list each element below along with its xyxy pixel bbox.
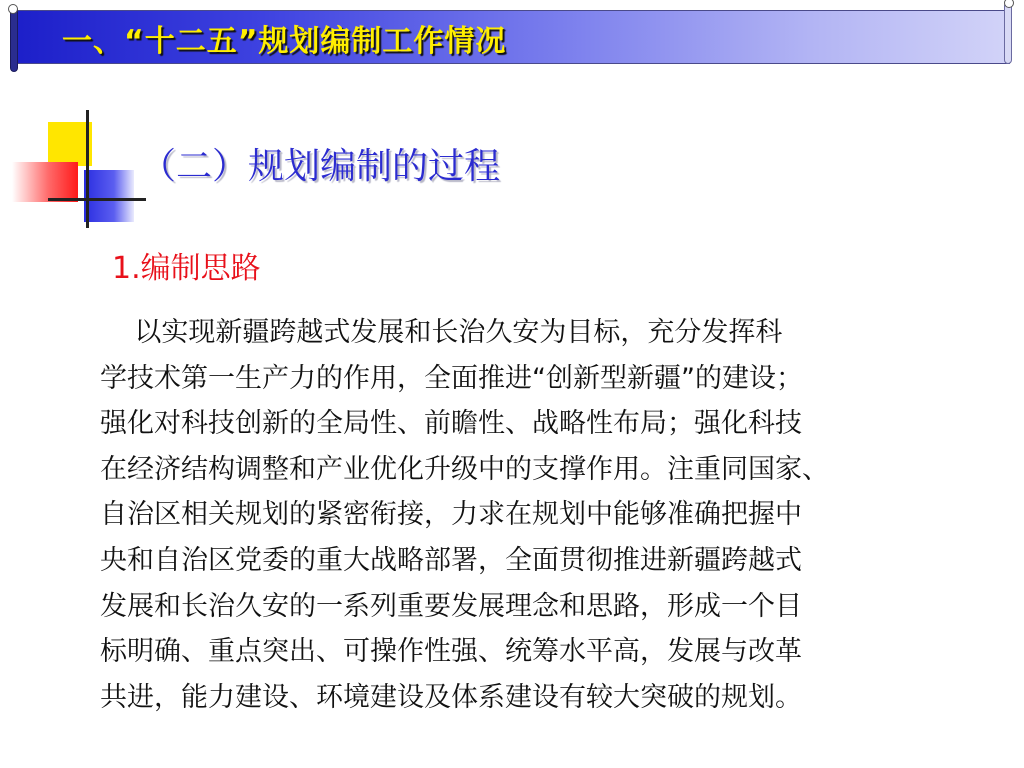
section-heading: 1.编制思路 (112, 251, 261, 286)
vertical-line (86, 110, 89, 228)
slide-subtitle: （二）规划编制的过程 (140, 146, 501, 187)
paragraph-line: 自治区相关规划的紧密衔接，力求在规划中能够准确把握中 (100, 499, 802, 531)
body-paragraph (100, 310, 940, 720)
paragraph-line: 发展和长治久安的一系列重要发展理念和思路，形成一个目 (100, 590, 802, 622)
scroll-curl-icon (8, 4, 18, 14)
paragraph-line: 标明确、重点突出、可操作性强、统筹水平高，发展与改革 (100, 636, 802, 668)
blue-square (84, 170, 134, 222)
paragraph-line: 强化对科技创新的全局性、前瞻性、战略性布局；强化科技 (100, 408, 802, 440)
banner-title: 一、“十二五”规划编制工作情况 (62, 24, 507, 59)
decorative-squares (0, 100, 150, 230)
red-square (12, 162, 78, 202)
paragraph-line: 共进，能力建设、环境建设及体系建设有较大突破的规划。 (100, 681, 802, 713)
title-banner (10, 6, 1012, 64)
horizontal-line (48, 198, 146, 201)
scroll-curl-icon (1004, 0, 1014, 8)
paragraph-line: 学技术第一生产力的作用，全面推进“创新型新疆”的建设； (100, 362, 803, 394)
paragraph-line: 在经济结构调整和产业优化升级中的支撑作用。注重同国家、 (100, 453, 829, 485)
banner-scroll-right (1004, 2, 1012, 64)
paragraph-line: 央和自治区党委的重大战略部署，全面贯彻推进新疆跨越式 (100, 544, 802, 576)
paragraph-line: 以实现新疆跨越式发展和长治久安为目标，充分发挥科 (100, 317, 783, 348)
banner-scroll-left (10, 6, 18, 72)
